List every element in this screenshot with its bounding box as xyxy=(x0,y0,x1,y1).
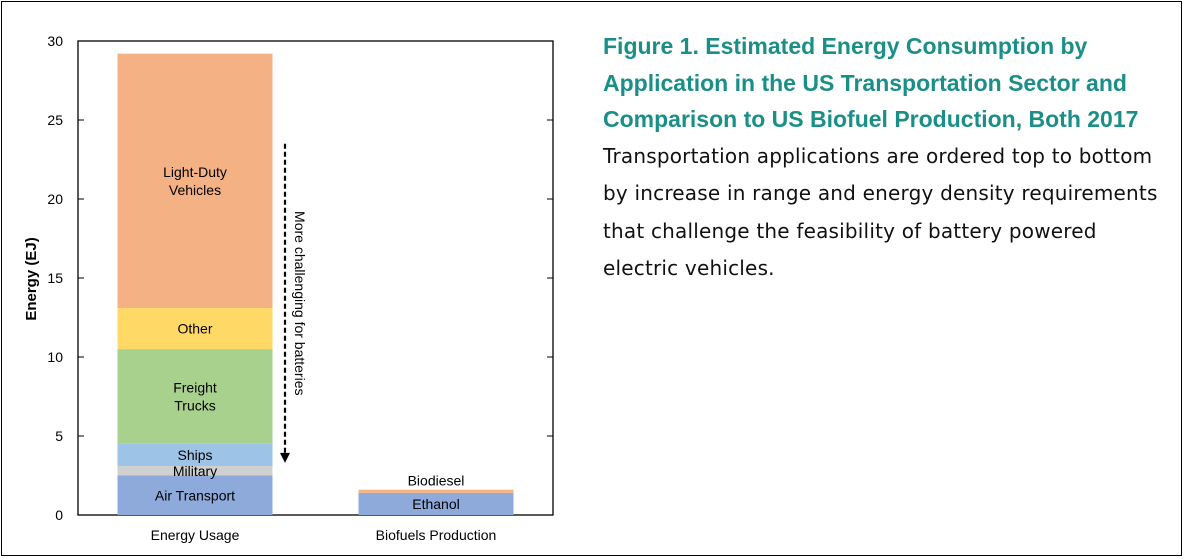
figure-caption xyxy=(603,28,1173,288)
figure-title: Figure 1. Estimated Energy Consumption by Application in the US Transportation Sector and Comparison to US Biofuel Production, Both 2017 xyxy=(603,33,1139,132)
annotation-text: More challenging for batteries xyxy=(292,211,308,396)
segment-label-air-transport: Air Transport xyxy=(154,487,236,504)
x-tick-label-energy-usage: Energy Usage xyxy=(150,527,240,543)
y-tick-label: 10 xyxy=(47,349,63,365)
figure-description: Transportation applications are ordered top to bottom by increase in range and energy density requirements that challenge the feasibility of battery powered electric vehicles. xyxy=(603,143,1158,280)
bars xyxy=(118,54,514,515)
segment-label-biodiesel: Biodiesel xyxy=(407,472,465,489)
segment-label-freight-trucks: Freight Trucks xyxy=(173,379,217,414)
y-tick-label: 25 xyxy=(47,112,63,128)
segment-label-light-duty-vehicles: Light-Duty Vehicles xyxy=(163,163,227,198)
segment-label-other: Other xyxy=(177,320,213,337)
y-tick-label: 5 xyxy=(55,428,63,444)
y-axis-label: Energy (EJ) xyxy=(23,237,40,321)
y-tick-label: 30 xyxy=(47,33,63,49)
y-tick-label: 20 xyxy=(47,191,63,207)
bar-segment-light-duty-vehicles xyxy=(118,54,273,308)
y-tick-label: 0 xyxy=(55,507,63,523)
annotation xyxy=(280,144,308,463)
segment-label-ethanol: Ethanol xyxy=(412,495,460,512)
segment-label-ships: Ships xyxy=(177,446,213,463)
annotation-arrowhead xyxy=(280,453,290,463)
x-tick-label-biofuels-production: Biofuels Production xyxy=(375,527,497,543)
stacked-bar-chart xyxy=(0,0,590,559)
segment-label-military: Military xyxy=(172,462,218,479)
y-tick-label: 15 xyxy=(47,270,63,286)
x-axis-labels xyxy=(151,527,497,543)
bar-segment-freight-trucks xyxy=(118,349,273,444)
bar-segment-biodiesel xyxy=(359,490,514,493)
